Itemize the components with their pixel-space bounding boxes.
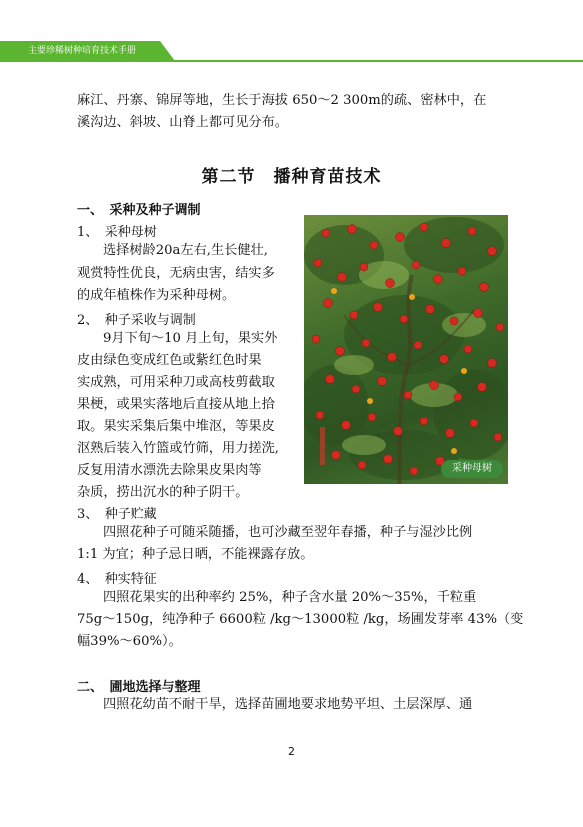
part1-heading: 一、 采种及种子调制 [77, 203, 201, 218]
header-rule [0, 60, 583, 62]
part2-line: 四照花幼苗不耐干旱，选择苗圃地要求地势平坦、土层深厚、通 [103, 697, 473, 712]
sub4-heading: 4、 种实特征 [77, 572, 157, 587]
sub2-line: 皮由绿色变成红色或紫红色时果 [77, 353, 262, 368]
seed-tree-photo [304, 215, 508, 484]
sub3-heading: 3、 种子贮藏 [77, 507, 157, 522]
part2-heading: 二、 圃地选择与整理 [77, 680, 201, 695]
sub2-line: 果梗，或果实落地后直接从地上拾 [77, 397, 275, 412]
sub2-heading: 2、 种子采收与调制 [77, 313, 196, 328]
sub2-line: 沤熟后装入竹篮或竹筛，用力搓洗, [77, 441, 280, 456]
sub1-line: 的成年植株作为采种母树。 [77, 288, 236, 303]
running-header: 主要珍稀树种培育技术手册 [28, 46, 137, 56]
sub1-line: 选择树龄20a左右,生长健壮, [103, 243, 268, 258]
sub2-line: 杂质，捞出沉水的种子阴干。 [77, 485, 249, 500]
sub3-line: 四照花种子可随采随播，也可沙藏至翌年春播，种子与湿沙比例 [103, 525, 473, 540]
sub4-line: 四照花果实的出种率约 25%，种子含水量 20%～35%，千粒重 [103, 590, 477, 605]
fruit-tree-illustration [304, 215, 508, 484]
intro-line-1: 麻江、丹寨、锦屏等地，生长于海拔 650～2 300m的疏、密林中，在 [77, 93, 487, 108]
photo-caption: 采种母树 [441, 460, 503, 478]
sub1-heading: 1、 采种母树 [77, 225, 157, 240]
intro-line-2: 溪沟边、斜坡、山脊上都可见分布。 [77, 115, 288, 130]
sub2-line: 反复用清水漂洗去除果皮果肉等 [77, 463, 262, 478]
sub2-line: 取。果实采集后集中堆沤，等果皮 [77, 419, 275, 434]
sub4-line: 幅39%～60%）。 [77, 634, 182, 649]
sub4-line: 75g～150g，纯净种子 6600粒 /kg～13000粒 /kg，场圃发芽率 43%（变 [77, 612, 524, 627]
sub3-line: 1:1 为宜；种子忌日晒，不能裸露存放。 [77, 547, 314, 562]
sub2-line: 9月下旬～10 月上旬，果实外 [103, 331, 278, 346]
sub1-line: 观赏特性优良，无病虫害，结实多 [77, 266, 275, 281]
page-number: 2 [288, 745, 295, 758]
section-title: 第二节 播种育苗技术 [201, 167, 382, 187]
sub2-line: 实成熟，可用采种刀或高枝剪截取 [77, 375, 275, 390]
